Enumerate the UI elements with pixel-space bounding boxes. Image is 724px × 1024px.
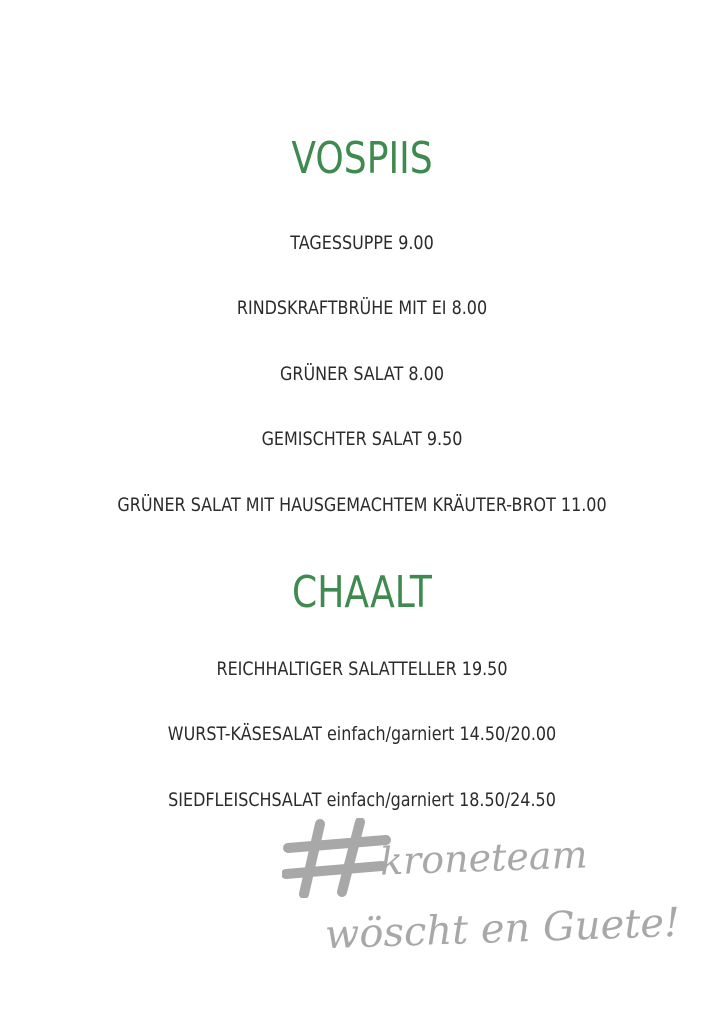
menu-item: GRÜNER SALAT 8.00 bbox=[280, 363, 444, 385]
menu-item: GEMISCHTER SALAT 9.50 bbox=[261, 428, 463, 450]
menu-item: GRÜNER SALAT MIT HAUSGEMACHTEM KRÄUTER-BROT 11.00 bbox=[117, 494, 607, 516]
section-title-chaalt: CHAALT bbox=[292, 567, 432, 618]
hashtag-icon bbox=[282, 818, 392, 898]
signature-kroneteam: kroneteam bbox=[379, 832, 589, 884]
menu-item: WURST-KÄSESALAT einfach/garniert 14.50/20.00 bbox=[167, 723, 557, 745]
signature-greeting: wöscht en Guete! bbox=[324, 899, 681, 959]
menu-item: RINDSKRAFTBRÜHE MIT EI 8.00 bbox=[236, 297, 488, 319]
menu-item: TAGESSUPPE 9.00 bbox=[290, 232, 434, 254]
menu-item: REICHHALTIGER SALATTELLER 19.50 bbox=[216, 658, 508, 680]
section-title-vospiis: VOSPIIS bbox=[291, 133, 433, 184]
menu-item: SIEDFLEISCHSALAT einfach/garniert 18.50/24.50 bbox=[168, 789, 556, 811]
